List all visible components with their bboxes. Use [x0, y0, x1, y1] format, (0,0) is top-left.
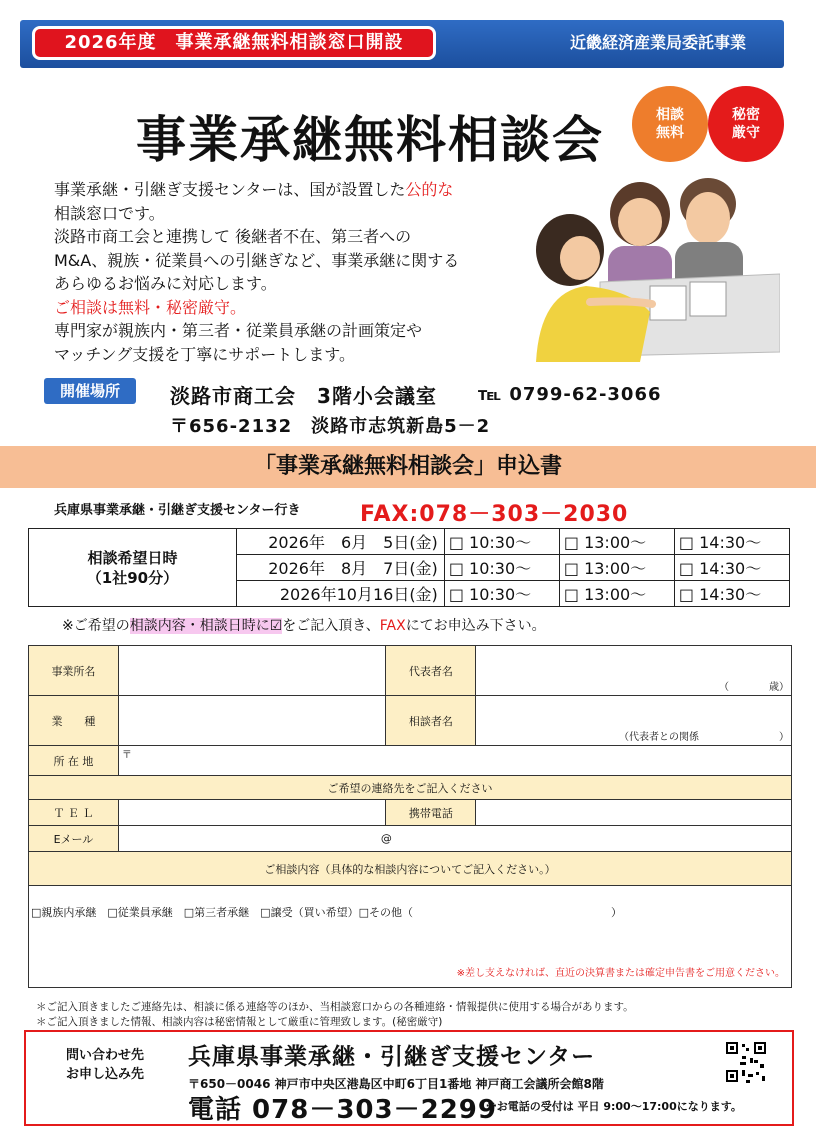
- postal-mark: 〒: [121, 750, 132, 761]
- intro-line2: 相談窓口です。: [54, 203, 165, 223]
- address-label: 所 在 地: [29, 746, 119, 776]
- slot-checkbox[interactable]: □ 13:00～: [559, 555, 674, 581]
- content-input[interactable]: [29, 886, 792, 988]
- form-row: [29, 776, 792, 800]
- venue-tel: ℡ 0799-62-3066: [478, 384, 662, 405]
- intro-line5: あらゆるお悩みに対応します。: [54, 274, 277, 293]
- slot-checkbox[interactable]: □ 14:30～: [674, 581, 789, 607]
- instruction-e: にてお申込み下さい。: [405, 618, 546, 634]
- industry-label: 業 種: [29, 696, 119, 746]
- instruction-a: ※ご希望の: [62, 618, 130, 634]
- mobile-label: 携帯電話: [386, 800, 476, 826]
- badge-confidential-label: 秘密 厳守: [732, 107, 760, 141]
- intro-line8: マッチング支援を丁寧にサポートします。: [54, 344, 355, 364]
- footer-contact-label: [50, 1046, 160, 1084]
- venue-address: 〒656-2132 淡路市志筑新島5－2: [170, 416, 491, 437]
- schedule-date: 2026年10月16日(金): [236, 581, 444, 607]
- slot-checkbox[interactable]: □ 14:30～: [674, 529, 789, 555]
- company-input[interactable]: [118, 646, 386, 696]
- center-hours: ※お電話の受付は 平日 9:00～17:00になります。: [486, 1100, 742, 1113]
- form-row: [29, 646, 792, 696]
- representative-input[interactable]: [476, 646, 792, 696]
- slot-checkbox[interactable]: □ 13:00～: [559, 529, 674, 555]
- qr-code-icon[interactable]: [724, 1040, 768, 1084]
- industry-input[interactable]: [118, 696, 386, 746]
- tel-input[interactable]: [118, 800, 386, 826]
- tel-label: Ｔ Ｅ Ｌ: [29, 800, 119, 826]
- form-row: [29, 852, 792, 886]
- slot-checkbox[interactable]: □ 14:30～: [674, 555, 789, 581]
- representative-label: 代表者名: [386, 646, 476, 696]
- schedule-date: 2026年 6月 5日(金): [236, 529, 444, 555]
- company-label: 事業所名: [29, 646, 119, 696]
- relation-field: （代表者との関係 ）: [619, 732, 789, 743]
- fax-number: FAX:078－303－2030: [360, 502, 629, 527]
- slot-checkbox[interactable]: □ 10:30～: [444, 581, 559, 607]
- footnote-1: ＊ご記入頂きましたご連絡先は、相談に係る連絡等のほか、当相談窓口からの各種連絡・情報提供に使用する場合があります。: [36, 1001, 634, 1013]
- venue-label: 開催場所: [44, 378, 136, 404]
- footnote-2: ＊ご記入頂きました情報、相談内容は秘密情報として厳重に管理致します。(秘密厳守): [36, 1016, 443, 1028]
- email-input[interactable]: [118, 826, 791, 852]
- consultation-illustration: [530, 162, 780, 362]
- form-row: [29, 746, 792, 776]
- intro-line1b: 公的な: [405, 180, 454, 199]
- contact-line1: 問い合わせ先: [65, 1048, 144, 1063]
- instruction-note: [62, 615, 546, 637]
- form-row: [29, 826, 792, 852]
- application-destination: 兵庫県事業承継・引継ぎ支援センター行き: [54, 503, 301, 518]
- center-tel: 電話 078－303－2299: [188, 1095, 497, 1125]
- age-field: （ 歳）: [719, 682, 789, 693]
- schedule-header-line1: 相談希望日時: [87, 548, 178, 567]
- consultation-options[interactable]: □親族内承継 □従業員承継 □第三者承継 □譲受（買い希望）□その他（ ）: [31, 906, 622, 919]
- footnotes: [36, 1000, 634, 1030]
- page-title: 事業承継無料相談会: [136, 111, 604, 169]
- header-banner: 2026年度 事業承継無料相談窓口開設: [32, 26, 436, 60]
- schedule-date: 2026年 8月 7日(金): [236, 555, 444, 581]
- intro-line1a: 事業承継・引継ぎ支援センターは、国が設置した: [54, 180, 406, 199]
- intro-line7: 専門家が親族内・第三者・従業員承継の計画策定や: [54, 321, 423, 340]
- header-sponsor: 近畿経済産業局委託事業: [569, 33, 746, 52]
- schedule-header-line2: （1社90分）: [86, 568, 179, 587]
- schedule-header: [29, 529, 237, 607]
- contact-heading: ご希望の連絡先をご記入ください: [29, 776, 792, 800]
- intro-text: [54, 178, 524, 366]
- address-input[interactable]: [118, 746, 791, 776]
- form-row: [29, 886, 792, 988]
- content-heading: ご相談内容（具体的な相談内容についてご記入ください。）: [29, 852, 792, 886]
- slot-checkbox[interactable]: □ 13:00～: [559, 581, 674, 607]
- documents-note: ※差し支えなければ、直近の決算書または確定申告書をご用意ください。: [456, 968, 785, 979]
- consultant-input[interactable]: [476, 696, 792, 746]
- schedule-row: [29, 529, 790, 555]
- center-name: 兵庫県事業承継・引継ぎ支援センター: [188, 1044, 596, 1070]
- intro-line3: 淡路市商工会と連携して 後継者不在、第三者への: [54, 227, 412, 246]
- email-label: Eメール: [29, 826, 119, 852]
- form-row: [29, 696, 792, 746]
- badge-free-label: 相談 無料: [656, 107, 684, 141]
- email-at: @: [380, 832, 392, 845]
- intro-line6: ご相談は無料・秘密厳守。: [54, 297, 247, 317]
- slot-checkbox[interactable]: □ 10:30～: [444, 529, 559, 555]
- badge-free: [632, 86, 708, 162]
- center-address: 〒650－0046 神戸市中央区港島区中町6丁目1番地 神戸商工会議所会館8階: [188, 1077, 604, 1091]
- instruction-d: FAX: [379, 618, 406, 634]
- slot-checkbox[interactable]: □ 10:30～: [444, 555, 559, 581]
- instruction-c: をご記入頂き、: [282, 618, 380, 634]
- contact-line2: お申し込み先: [65, 1067, 144, 1082]
- application-form: [28, 645, 792, 988]
- mobile-input[interactable]: [476, 800, 792, 826]
- schedule-table: [28, 528, 790, 607]
- form-row: [29, 800, 792, 826]
- intro-line4: M&A、親族・従業員への引継ぎなど、事業承継に関する: [54, 250, 460, 270]
- badge-confidential: [708, 86, 784, 162]
- instruction-b: 相談内容・相談日時に☑: [129, 618, 283, 634]
- application-title: 「事業承継無料相談会」申込書: [0, 446, 816, 488]
- venue-name: 淡路市商工会 3階小会議室: [170, 384, 437, 408]
- consultant-label: 相談者名: [386, 696, 476, 746]
